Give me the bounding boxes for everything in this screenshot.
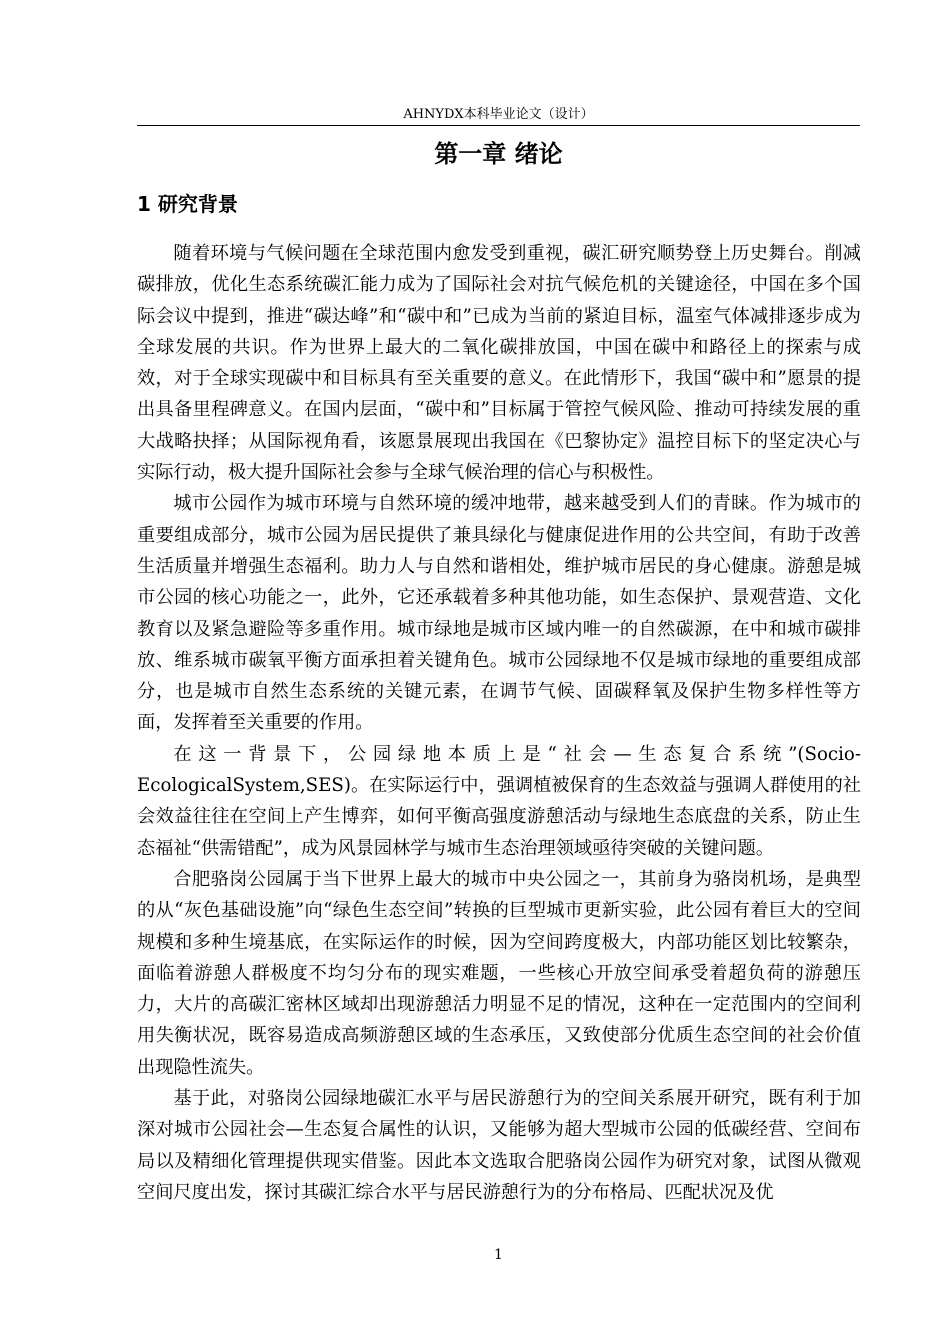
body-text: [137, 238, 861, 1208]
section-heading: 1 研究背景: [137, 192, 238, 216]
paragraph: 城市公园作为城市环境与自然环境的缓冲地带，越来越受到人们的青睐。作为城市的重要组成部分，城市公园为居民提供了兼具绿化与健康促进作用的公共空间，有助于改善生活质量并增强生态福利。助力人与自然和谐相处，维护城市居民的身心健康。游憩是城市公园的核心功能之一，此外，它还承载着多种其他功能，如生态保护、景观营造、文化教育以及紧急避险等多重作用。城市绿地是城市区域内唯一的自然碳源，在中和城市碳排放、维系城市碳氧平衡方面承担着关键角色。城市公园绿地不仅是城市绿地的重要组成部分，也是城市自然生态系统的关键元素，在调节气候、固碳释氧及保护生物多样性等方面，发挥着至关重要的作用。: [137, 493, 861, 734]
paragraph: 合肥骆岗公园属于当下世界上最大的城市中央公园之一，其前身为骆岗机场，是典型的从“灰色基础设施”向“绿色生态空间”转换的巨型城市更新实验，此公园有着巨大的空间规模和多种生境基底，在实际运作的时候，因为空间跨度极大，内部功能区划比较繁杂，面临着游憩人群极度不均匀分布的现实难题，一些核心开放空间承受着超负荷的游憩压力，大片的高碳汇密林区域却出现游憩活力明显不足的情况，这种在一定范围内的空间利用失衡状况，既容易造成高频游憩区域的生态承压，又致使部分优质生态空间的社会价值出现隐性流失。: [137, 868, 861, 1078]
paragraph: 随着环境与气候问题在全球范围内愈发受到重视，碳汇研究顺势登上历史舞台。削减碳排放，优化生态系统碳汇能力成为了国际社会对抗气候危机的关键途径，中国在多个国际会议中提到，推进“碳达峰”和“碳中和”已成为当前的紧迫目标，温室气体减排逐步成为全球发展的共识。作为世界上最大的二氧化碳排放国，中国在碳中和路径上的探索与成效，对于全球实现碳中和目标具有至关重要的意义。在此情形下，我国“碳中和”愿景的提出具备里程碑意义。在国内层面，“碳中和”目标属于管控气候风险、推动可持续发展的重大战略抉择；从国际视角看，该愿景展现出我国在《巴黎协定》温控目标下的坚定决心与实际行动，极大提升国际社会参与全球气候治理的信心与积极性。: [137, 243, 861, 484]
running-header: AHNYDX本科毕业论文（设计）: [403, 107, 594, 122]
page-number: 1: [494, 1247, 503, 1263]
paragraph: 基于此，对骆岗公园绿地碳汇水平与居民游憩行为的空间关系展开研究，既有利于加深对城市公园社会—生态复合属性的认识，又能够为超大型城市公园的低碳经营、空间布局以及精细化管理提供现实借鉴。因此本文选取合肥骆岗公园作为研究对象，试图从微观空间尺度出发，探讨其碳汇综合水平与居民游憩行为的分布格局、匹配状况及优: [137, 1088, 861, 1203]
paragraph: 在这一背景下，公园绿地本质上是“社会—生态复合系统”(Socio-EcologicalSystem,SES)。在实际运行中，强调植被保育的生态效益与强调人群使用的社会效益往往在空间上产生博弈，如何平衡高强度游憩活动与绿地生态底盘的关系，防止生态福祉“供需错配”，成为风景园林学与城市生态治理领域亟待突破的关键问题。: [137, 743, 861, 859]
chapter-title: 第一章 绪论: [434, 140, 563, 168]
header-divider: [137, 125, 860, 126]
